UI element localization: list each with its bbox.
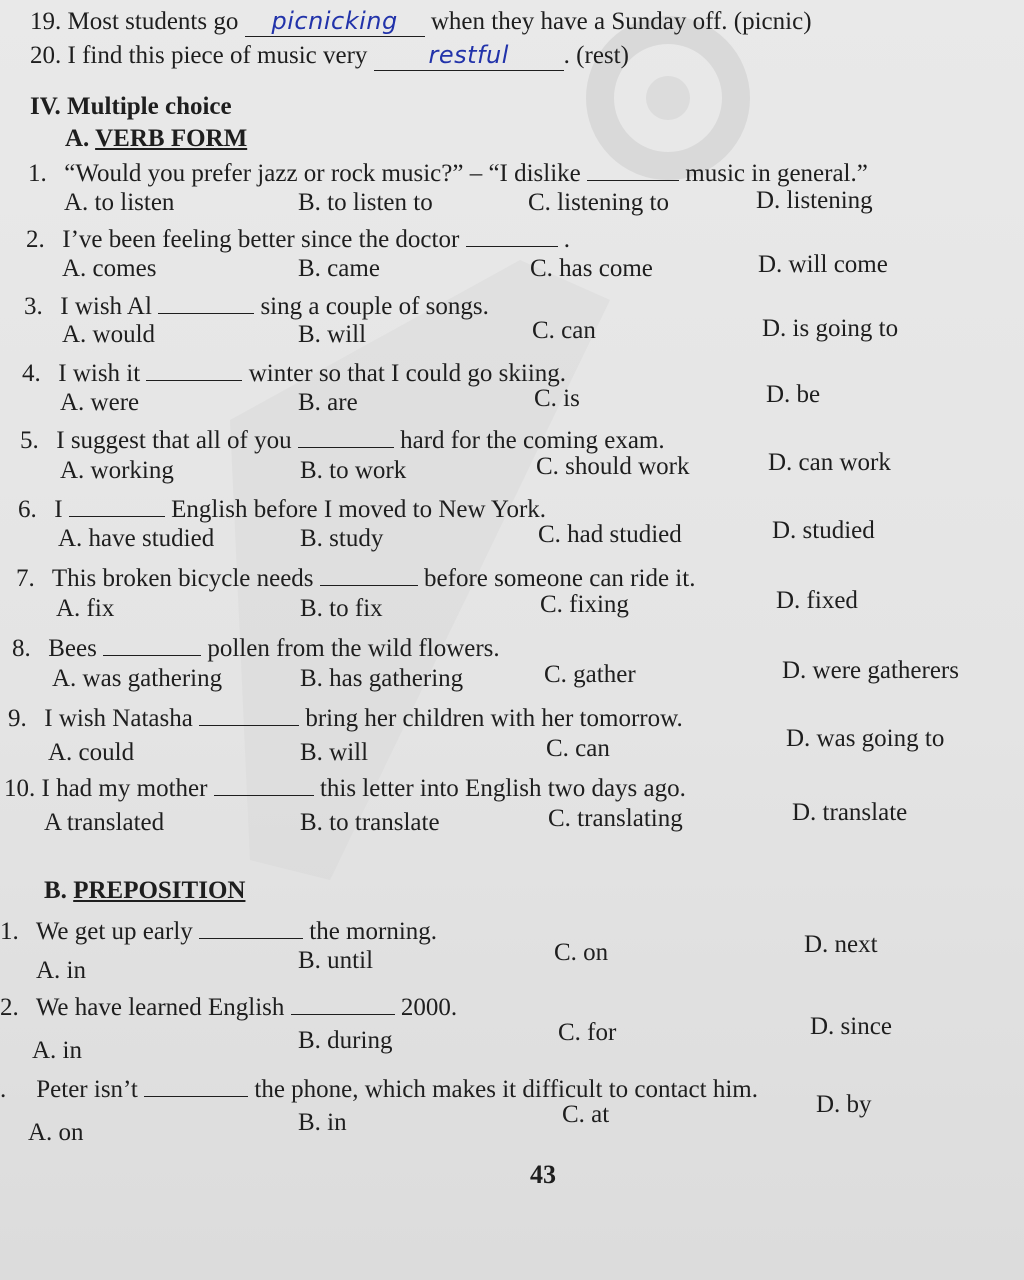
option-b[interactable]: B. during: [298, 1027, 393, 1054]
question-text: I had my mother: [41, 775, 208, 802]
option-b[interactable]: B. to translate: [300, 809, 440, 836]
question: [0, 990, 457, 1023]
option-b[interactable]: B. will: [298, 321, 367, 348]
question-number: 4.: [22, 360, 41, 387]
question-text: music in general.”: [685, 160, 868, 187]
question-number: 10.: [4, 775, 36, 802]
part-title: VERB FORM: [95, 125, 248, 152]
question: [28, 156, 868, 189]
question-number: 7.: [16, 565, 35, 592]
answer-blank[interactable]: [199, 701, 299, 726]
answer-blank[interactable]: [199, 914, 303, 939]
question-text: 2000.: [400, 994, 458, 1021]
fill-item-20: [30, 40, 629, 71]
option-c[interactable]: C. gather: [544, 661, 636, 688]
part-a-heading: [65, 124, 247, 154]
option-b[interactable]: B. to fix: [300, 595, 383, 622]
question-text: English before I moved to New York.: [171, 496, 547, 523]
option-a[interactable]: A. comes: [62, 255, 157, 282]
option-c[interactable]: C. for: [558, 1019, 617, 1046]
option-d[interactable]: D. will come: [758, 251, 888, 278]
option-b[interactable]: B. has gathering: [300, 665, 464, 692]
page-number: 43: [530, 1160, 556, 1189]
answer-blank[interactable]: [466, 222, 558, 247]
question-text: We have learned English: [35, 994, 285, 1021]
question: [8, 701, 683, 734]
option-c[interactable]: C. should work: [536, 453, 690, 480]
item-text: . (rest): [563, 42, 629, 69]
answer-blank[interactable]: [320, 561, 418, 586]
part-label: B.: [44, 877, 74, 904]
option-d[interactable]: D. is going to: [762, 315, 899, 342]
question-text: winter so that I could go skiing.: [248, 360, 567, 387]
option-b[interactable]: B. came: [298, 255, 380, 282]
answer-blank[interactable]: [144, 1072, 248, 1097]
option-d[interactable]: D. since: [810, 1013, 892, 1040]
option-d[interactable]: D. was going to: [786, 725, 945, 752]
question: [26, 222, 570, 255]
option-a[interactable]: A. in: [32, 1037, 82, 1064]
part-title: PREPOSITION: [73, 877, 246, 904]
option-c[interactable]: C. on: [554, 939, 609, 966]
option-d[interactable]: D. by: [816, 1091, 872, 1118]
question-number: 2.: [0, 994, 19, 1021]
option-a[interactable]: A. working: [60, 457, 174, 484]
option-c[interactable]: C. can: [532, 317, 596, 344]
question-text: this letter into English two days ago.: [319, 775, 686, 802]
question: [24, 289, 489, 322]
answer-blank[interactable]: [69, 492, 165, 517]
option-d[interactable]: D. be: [766, 381, 821, 408]
question-text: pollen from the wild flowers.: [207, 635, 500, 662]
question-text: .: [563, 226, 571, 253]
question-text: “Would you prefer jazz or rock music?” – “I dislike: [64, 160, 581, 187]
question-text: We get up early: [35, 918, 193, 945]
question-text: before someone can ride it.: [424, 565, 696, 592]
option-b[interactable]: B. study: [300, 525, 384, 552]
answer-blank[interactable]: [103, 631, 201, 656]
option-c[interactable]: C. fixing: [540, 591, 629, 618]
item-text: when they have a Sunday off. (picnic): [430, 8, 812, 35]
option-c[interactable]: C. is: [534, 385, 580, 412]
question-number: 1.: [0, 918, 19, 945]
question-number: 5.: [20, 427, 39, 454]
question-number: 9.: [8, 705, 27, 732]
option-a[interactable]: A. fix: [56, 595, 115, 622]
answer-blank[interactable]: [158, 289, 254, 314]
question: [0, 914, 437, 947]
answer-blank[interactable]: [298, 423, 394, 448]
question-text: the phone, which makes it difficult to contact him.: [254, 1076, 758, 1103]
option-b[interactable]: B. are: [298, 389, 358, 416]
option-c[interactable]: C. listening to: [528, 189, 669, 216]
question-text: I: [54, 496, 63, 523]
handwritten-answer[interactable]: picnicking: [245, 6, 425, 37]
question-text: hard for the coming exam.: [400, 427, 665, 454]
option-a[interactable]: A. on: [28, 1119, 84, 1146]
option-a[interactable]: A. to listen: [64, 189, 175, 216]
question-text: This broken bicycle needs: [51, 565, 314, 592]
question-number: 6.: [18, 496, 37, 523]
option-b[interactable]: B. in: [298, 1109, 347, 1136]
option-d[interactable]: D. can work: [768, 449, 891, 476]
answer-blank[interactable]: [291, 990, 395, 1015]
option-d[interactable]: D. studied: [772, 517, 875, 544]
option-c[interactable]: C. translating: [548, 805, 683, 832]
item-number: 19.: [30, 8, 62, 35]
option-d[interactable]: D. were gatherers: [782, 657, 959, 684]
option-a[interactable]: A. could: [48, 739, 135, 766]
question-number: .: [0, 1076, 7, 1103]
question-text: I wish Natasha: [44, 705, 193, 732]
fill-item-19: [30, 6, 812, 37]
question-text: I wish Al: [60, 293, 152, 320]
question-text: Peter isn’t: [36, 1076, 138, 1103]
option-d[interactable]: D. translate: [792, 799, 908, 826]
question: [4, 771, 686, 804]
option-c[interactable]: C. can: [546, 735, 610, 762]
option-a[interactable]: A. was gathering: [52, 665, 223, 692]
option-d[interactable]: D. next: [804, 931, 878, 958]
option-b[interactable]: B. until: [298, 947, 374, 974]
question-text: sing a couple of songs.: [260, 293, 489, 320]
option-a[interactable]: A translated: [44, 809, 165, 836]
option-b[interactable]: B. to listen to: [298, 189, 433, 216]
question-text: I’ve been feeling better since the doctor: [62, 226, 460, 253]
item-number: 20.: [30, 42, 62, 69]
question-number: 8.: [12, 635, 31, 662]
option-d[interactable]: D. fixed: [776, 587, 858, 614]
item-text: Most students go: [67, 8, 239, 35]
question-number: 2.: [26, 226, 45, 253]
option-a[interactable]: A. have studied: [58, 525, 215, 552]
answer-blank[interactable]: [146, 356, 242, 381]
question-text: bring her children with her tomorrow.: [305, 705, 683, 732]
question: [12, 631, 500, 664]
option-b[interactable]: B. will: [300, 739, 369, 766]
option-c[interactable]: C. has come: [530, 255, 653, 282]
option-b[interactable]: B. to work: [300, 457, 407, 484]
part-b-heading: [44, 876, 245, 906]
question-text: Bees: [48, 635, 97, 662]
question: [18, 492, 546, 525]
question-number: 1.: [28, 160, 47, 187]
question-text: the morning.: [309, 918, 438, 945]
question-number: 3.: [24, 293, 43, 320]
question-text: I wish it: [58, 360, 141, 387]
question: [0, 1072, 758, 1105]
question-text: I suggest that all of you: [56, 427, 292, 454]
option-a[interactable]: A. were: [60, 389, 140, 416]
option-c[interactable]: C. at: [562, 1101, 610, 1128]
question: [22, 356, 566, 389]
item-text: I find this piece of music very: [67, 42, 368, 69]
option-d[interactable]: D. listening: [756, 187, 873, 214]
section-title: IV. Multiple choice: [30, 93, 232, 120]
option-a[interactable]: A. would: [62, 321, 156, 348]
handwritten-answer[interactable]: restful: [374, 40, 564, 71]
part-label: A.: [65, 125, 96, 152]
option-a[interactable]: A. in: [36, 957, 86, 984]
answer-blank[interactable]: [214, 771, 314, 796]
answer-blank[interactable]: [587, 156, 679, 181]
option-c[interactable]: C. had studied: [538, 521, 682, 548]
